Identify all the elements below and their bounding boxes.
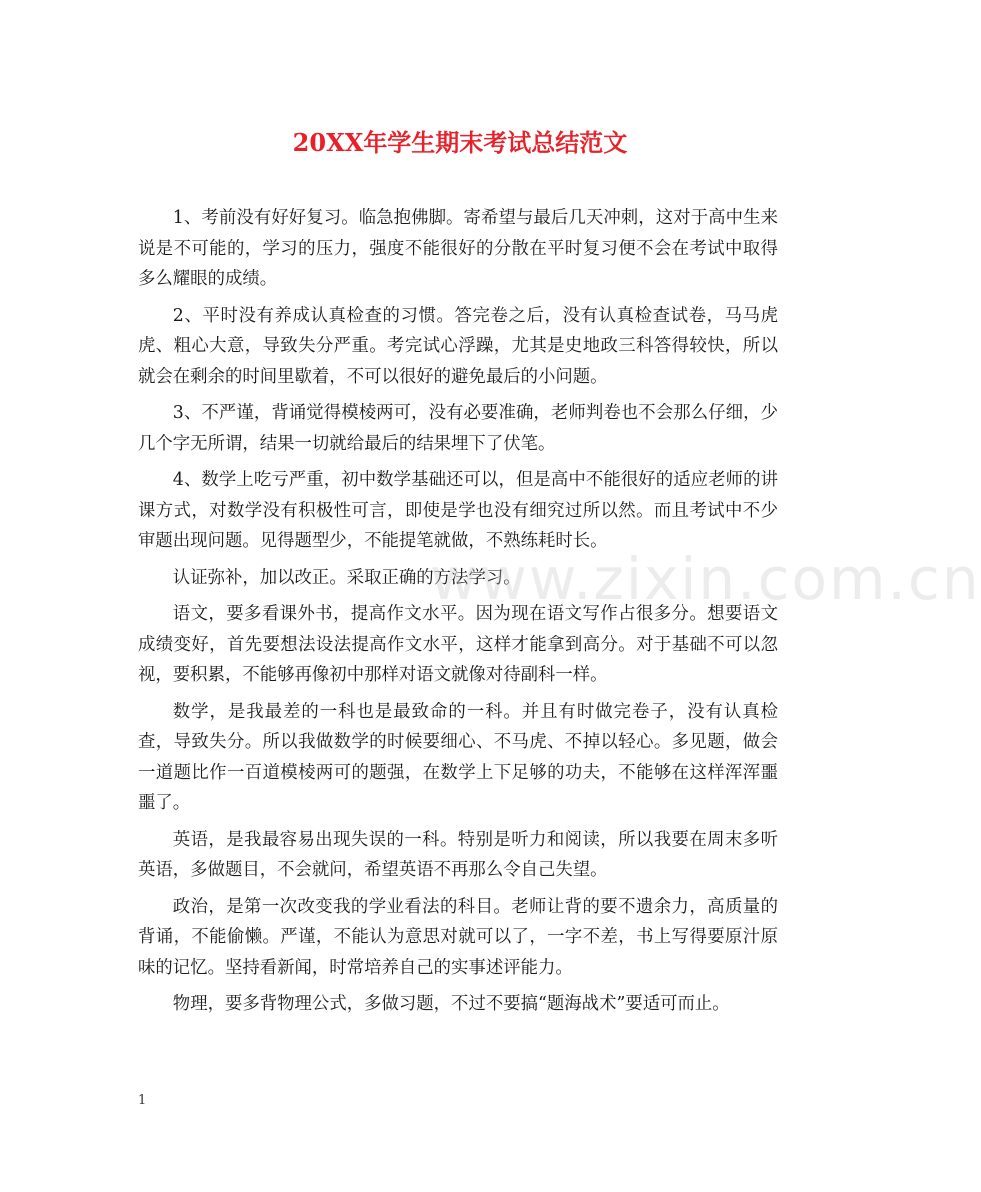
paragraph-2: 2、平时没有养成认真检查的习惯。答完卷之后，没有认真检查试卷，马马虎虎、粗心大意，导致失分严重。考完试心浮躁，尤其是史地政三科答得较快，所以就会在剩余的时间里歇着，不可以很好的避免最后的小问题。 <box>138 305 778 387</box>
watermark-text: www.zixin.com.cn <box>430 545 981 613</box>
paragraph-4: 4、数学上吃亏严重，初中数学基础还可以，但是高中不能很好的适应老师的讲课方式，对数学没有积极性可言，即使是学也没有细究过所以然。而且考试中不少审题出现问题。见得题型少，不能提笔就做，不熟练耗时长。 <box>138 470 778 551</box>
paragraph-10: 物理，要多背物理公式，多做习题，不过不要搞“题海战术”要适可而止。 <box>172 994 730 1014</box>
paragraph-5: 认证弥补，加以改正。采取正确的方法学习。 <box>172 567 521 588</box>
paragraph-7: 数学，是我最差的一科也是最致命的一科。并且有时做完卷子，没有认真检查，导致失分。所以我做数学的时候要细心、不马虎、不掉以轻心。多见题，做会一道题比作一百道模棱两可的题强，在数学上下足够的功夫，不能够在这样浑浑噩噩了。 <box>138 701 778 813</box>
document-body <box>138 203 778 1026</box>
paragraph-3: 3、不严谨，背诵觉得模棱两可，没有必要准确，老师判卷也不会那么仔细，少几个字无所谓，结果一切就给最后的结果埋下了伏笔。 <box>138 403 778 454</box>
page-number: 1 <box>138 1093 147 1108</box>
paragraph-6: 语文，要多看课外书，提高作文水平。因为现在语文写作占很多分。想要语文成绩变好，首先要想法设法提高作文水平，这样才能拿到高分。对于基础不可以忽视，要积累，不能够再像初中那样对语文就像对待副科一样。 <box>138 604 778 685</box>
paragraph-8: 英语，是我最容易出现失误的一科。特别是听力和阅读，所以我要在周末多听英语，多做题目，不会就问，希望英语不再那么令自己失望。 <box>138 829 778 880</box>
paragraph-1: 1、考前没有好好复习。临急抱佛脚。寄希望与最后几天冲刺，这对于高中生来说是不可能的，学习的压力，强度不能很好的分散在平时复习便不会在考试中取得多么耀眼的成绩。 <box>138 208 778 289</box>
paragraph-9: 政治，是第一次改变我的学业看法的科目。老师让背的要不遗余力，高质量的背诵，不能偷懒。严谨，不能认为意思对就可以了，一字不差，书上写得要原汁原味的记忆。坚持看新闻，时常培养自己的实事述评能力。 <box>138 896 778 978</box>
document-title: 20XX年学生期末考试总结范文 <box>292 128 628 157</box>
